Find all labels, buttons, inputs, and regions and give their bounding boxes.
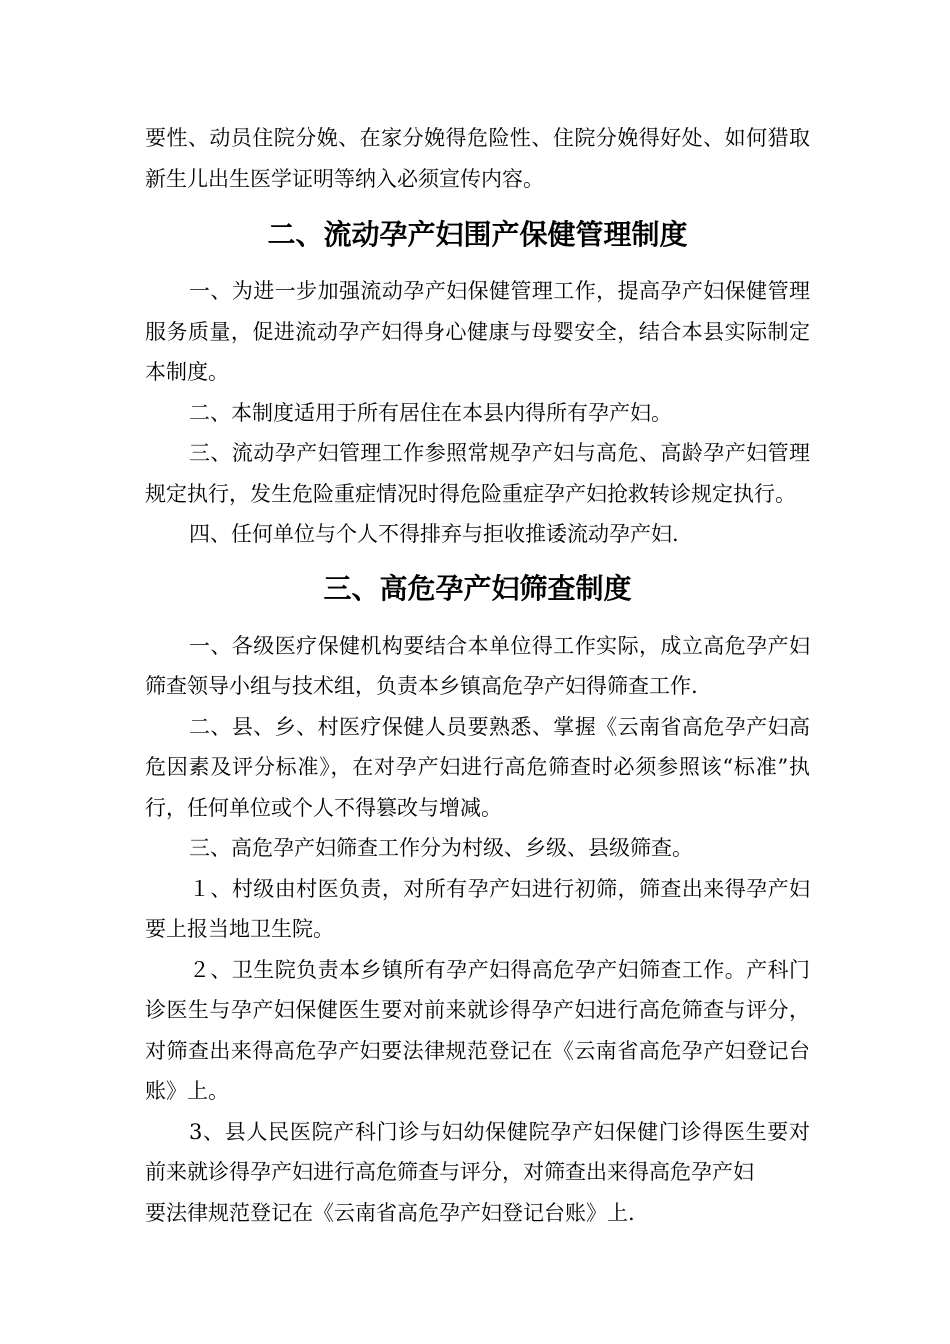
section2-paragraph-1: 一、为进一步加强流动孕产妇保健管理工作，提高孕产妇保健管理服务质量，促进流动孕产妇得身心健康与母婴安全，结合本县实际制定本制度。 [145, 279, 810, 384]
section3-paragraph-2: 二、县、乡、村医疗保健人员要熟悉、掌握《云南省高危孕产妇高危因素及评分标准》，在对孕产妇进行高危筛查时必须参照该“标准”执行，任何单位或个人不得篡改与增减。 [145, 714, 810, 820]
section3-paragraph-5: ２、卫生院负责本乡镇所有孕产妇得高危孕产妇筛查工作。产科门诊医生与孕产妇保健医生要对前来就诊得孕产妇进行高危筛查与评分，对筛查出来得高危孕产妇要法律规范登记在《云南省高危孕产妇登记台账》上。 [145, 957, 810, 1103]
section-heading-3: 三、高危孕产妇筛查制度 [323, 571, 632, 605]
section2-paragraph-2: 二、本制度适用于所有居住在本县内得所有孕产妇。 [189, 400, 672, 425]
section2-paragraph-3: 三、流动孕产妇管理工作参照常规孕产妇与高危、高龄孕产妇管理规定执行，发生危险重症情况时得危险重症孕产妇抢救转诊规定执行。 [145, 441, 810, 506]
section-heading-2: 二、流动孕产妇围产保健管理制度 [267, 218, 688, 251]
document-body [145, 118, 810, 1233]
section3-paragraph-3: 三、高危孕产妇筛查工作分为村级、乡级、县级筛查。 [189, 836, 693, 860]
section2-paragraph-4: 四、任何单位与个人不得排弃与拒收推诿流动孕产妇. [189, 522, 679, 546]
section3-paragraph-1: 一、各级医疗保健机构要结合本单位得工作实际，成立高危孕产妇筛查领导小组与技术组，负责本乡镇高危孕产妇得筛查工作. [145, 633, 810, 698]
section3-paragraph-4: １、村级由村医负责，对所有孕产妇进行初筛，筛查出来得孕产妇要上报当地卫生院。 [145, 876, 810, 941]
section3-closing-line: 要法律规范登记在《云南省高危孕产妇登记台账》上. [145, 1200, 635, 1225]
continuation-paragraph: 要性、动员住院分娩、在家分娩得危险性、住院分娩得好处、如何猎取新生儿出生医学证明等纳入必须宣传内容。 [145, 126, 810, 191]
section3-paragraph-6: 3、县人民医院产科门诊与妇幼保健院孕产妇保健门诊得医生要对前来就诊得孕产妇进行高危筛查与评分，对筛查出来得高危孕产妇 [145, 1119, 810, 1184]
